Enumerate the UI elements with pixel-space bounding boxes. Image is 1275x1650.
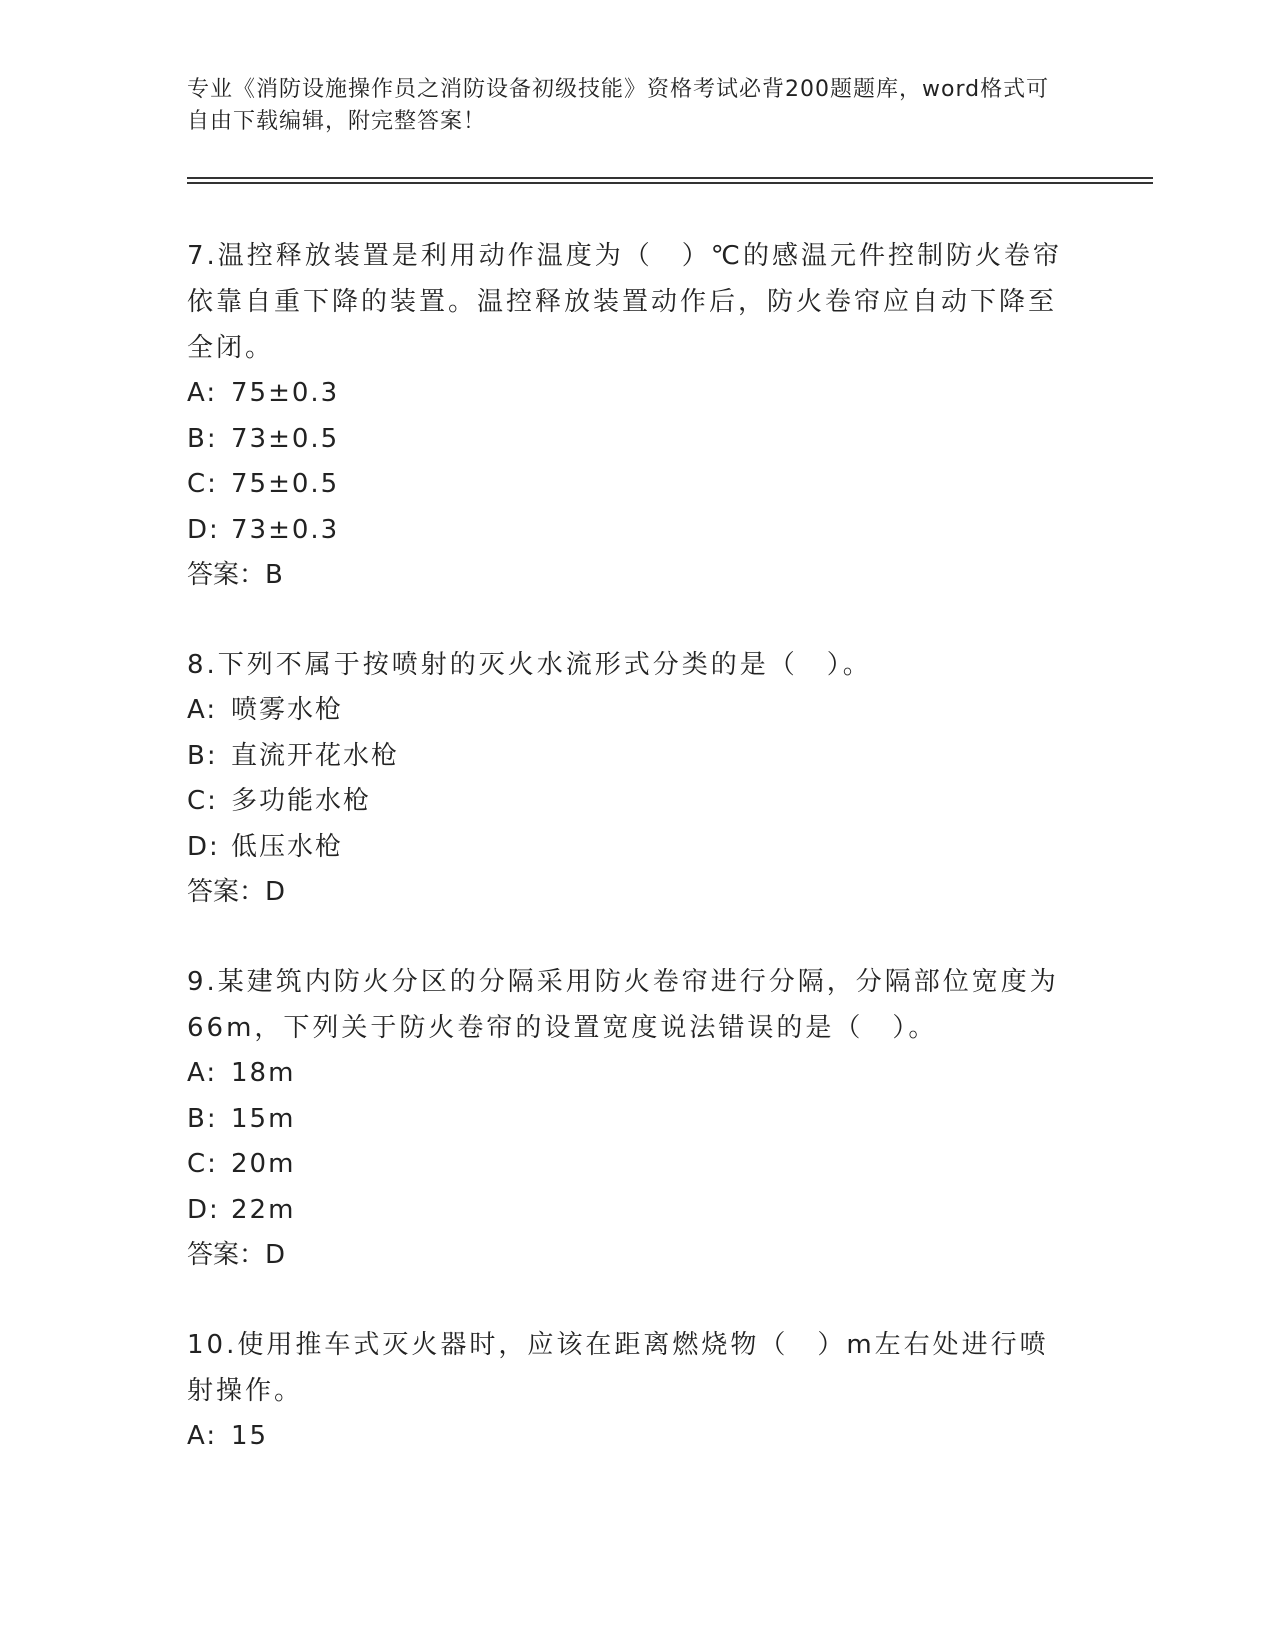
option-label: C: <box>187 786 218 816</box>
option-text: 喷雾水枪 <box>231 695 344 725</box>
option-b <box>187 1097 1067 1143</box>
question-8 <box>187 642 1067 915</box>
option-text: 多功能水枪 <box>231 786 372 816</box>
question-stem: 7.温控释放装置是利用动作温度为（ ）℃的感温元件控制防火卷帘依靠自重下降的装置。温控释放装置动作后，防火卷帘应自动下降至全闭。 <box>187 241 1063 363</box>
answer-line: 答案：D <box>187 877 286 907</box>
option-label: B: <box>187 740 218 771</box>
option-text: 75±0.5 <box>231 469 340 499</box>
option-a <box>187 1051 1067 1097</box>
option-text: 直流开花水枪 <box>231 740 400 771</box>
option-label: A: <box>187 378 218 408</box>
option-a <box>187 1414 1067 1460</box>
question-stem: 10.使用推车式灭火器时，应该在距离燃烧物（ ）m左右处进行喷射操作。 <box>187 1330 1049 1406</box>
option-label: D: <box>187 1194 220 1225</box>
option-b <box>187 734 1067 780</box>
option-a <box>187 371 1067 417</box>
header-divider-top <box>187 177 1153 179</box>
option-label: A: <box>187 1421 218 1451</box>
option-label: B: <box>187 423 218 454</box>
header-divider-bottom <box>187 182 1153 184</box>
option-label: D: <box>187 831 220 862</box>
option-label: B: <box>187 1103 218 1134</box>
option-text: 15 <box>231 1421 269 1451</box>
option-text: 75±0.3 <box>231 378 340 408</box>
option-a <box>187 688 1067 734</box>
option-label: A: <box>187 695 218 725</box>
option-text: 低压水枪 <box>231 831 344 862</box>
option-text: 15m <box>231 1103 296 1134</box>
option-label: D: <box>187 514 220 545</box>
answer-line: 答案：B <box>187 560 283 590</box>
option-text: 18m <box>231 1058 296 1088</box>
question-list <box>187 233 1067 1504</box>
question-7 <box>187 233 1067 598</box>
option-label: C: <box>187 1149 218 1179</box>
option-c <box>187 1142 1067 1188</box>
option-label: A: <box>187 1058 218 1088</box>
document-header: 专业《消防设施操作员之消防设备初级技能》资格考试必背200题题库，word格式可自由下载编辑，附完整答案！ <box>187 77 1050 134</box>
answer-line: 答案：D <box>187 1240 286 1270</box>
option-c <box>187 779 1067 825</box>
option-text: 22m <box>231 1194 296 1225</box>
question-stem: 8.下列不属于按喷射的灭火水流形式分类的是（ ）。 <box>187 650 872 680</box>
option-c <box>187 462 1067 508</box>
option-d <box>187 825 1067 871</box>
option-d <box>187 508 1067 554</box>
option-d <box>187 1188 1067 1234</box>
option-label: C: <box>187 469 218 499</box>
option-b <box>187 417 1067 463</box>
option-text: 73±0.5 <box>231 423 340 454</box>
question-stem: 9.某建筑内防火分区的分隔采用防火卷帘进行分隔，分隔部位宽度为66m，下列关于防火卷帘的设置宽度说法错误的是（ ）。 <box>187 967 1059 1043</box>
question-10 <box>187 1322 1067 1460</box>
question-9 <box>187 959 1067 1278</box>
option-text: 73±0.3 <box>231 514 340 545</box>
option-text: 20m <box>231 1149 296 1179</box>
